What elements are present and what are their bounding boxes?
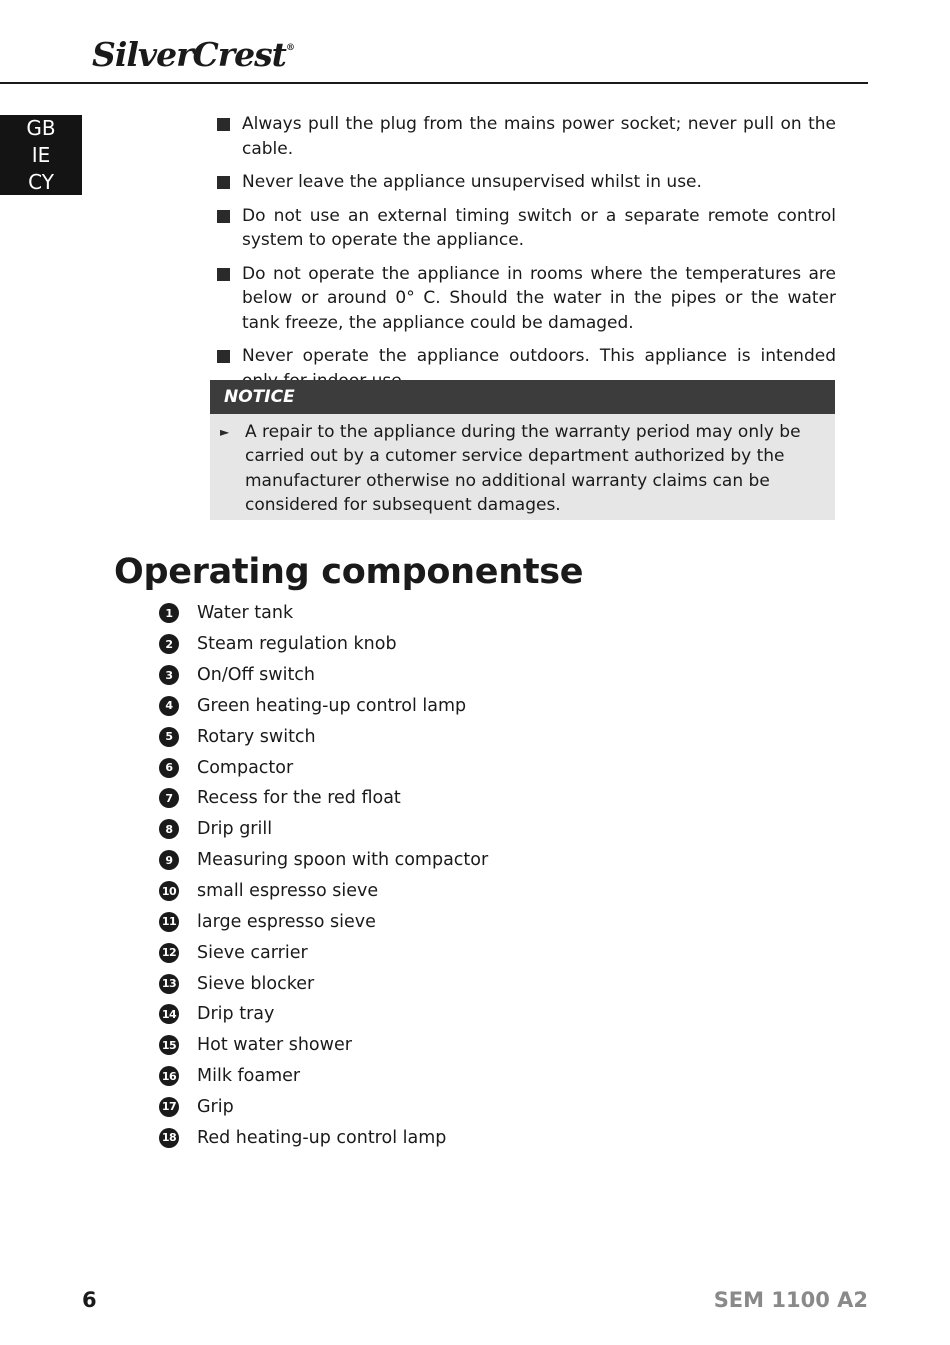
component-label: Recess for the red float: [197, 788, 401, 809]
component-item: [159, 660, 488, 691]
component-item: [159, 629, 488, 660]
component-item: [159, 937, 488, 968]
number-badge-icon: 10: [159, 881, 179, 901]
component-item: [159, 1092, 488, 1123]
component-item: [159, 845, 488, 876]
component-item: [159, 691, 488, 722]
brand-name: SilverCrest: [92, 35, 286, 74]
number-badge-icon: 4: [159, 696, 179, 716]
square-bullet-icon: [217, 268, 230, 281]
notice-box: [210, 380, 835, 520]
component-label: Drip grill: [197, 819, 273, 840]
number-badge-icon: 12: [159, 943, 179, 963]
number-badge-icon: 5: [159, 727, 179, 747]
lang-code: IE: [31, 142, 51, 167]
bullet-text: Always pull the plug from the mains power socket; never pull on the cable.: [242, 114, 836, 159]
component-item: [159, 783, 488, 814]
component-label: small espresso sieve: [197, 881, 379, 902]
component-label: Rotary switch: [197, 726, 316, 747]
component-item: [159, 1061, 488, 1092]
component-label: large espresso sieve: [197, 911, 376, 932]
component-label: Steam regulation knob: [197, 634, 397, 655]
component-label: Measuring spoon with compactor: [197, 850, 489, 871]
component-label: Red heating-up control lamp: [197, 1127, 447, 1148]
component-label: Water tank: [197, 603, 294, 624]
component-item: [159, 1030, 488, 1061]
component-label: Compactor: [197, 757, 294, 778]
number-badge-icon: 7: [159, 788, 179, 808]
safety-bullet: [216, 262, 836, 336]
section-title: Operating componentse: [114, 552, 584, 592]
bullet-text: Do not use an external timing switch or a separate remote control system to operate the appliance.: [242, 205, 836, 250]
number-badge-icon: 1: [159, 603, 179, 623]
safety-bullet: [216, 170, 836, 195]
component-label: Sieve blocker: [197, 973, 315, 994]
square-bullet-icon: [217, 350, 230, 363]
number-badge-icon: 2: [159, 634, 179, 654]
component-item: [159, 721, 488, 752]
component-item: [159, 814, 488, 845]
page-number: 6: [82, 1288, 97, 1312]
brand-logo: [92, 35, 294, 74]
component-label: On/Off switch: [197, 665, 316, 686]
square-bullet-icon: [217, 118, 230, 131]
number-badge-icon: 14: [159, 1004, 179, 1024]
square-bullet-icon: [217, 176, 230, 189]
component-label: Hot water shower: [197, 1035, 352, 1056]
component-label: Milk foamer: [197, 1066, 301, 1087]
registered-mark: ®: [285, 43, 294, 53]
number-badge-icon: 18: [159, 1128, 179, 1148]
header-rule: [0, 82, 868, 84]
component-item: [159, 1122, 488, 1153]
number-badge-icon: 15: [159, 1035, 179, 1055]
component-label: Sieve carrier: [197, 942, 308, 963]
number-badge-icon: 9: [159, 850, 179, 870]
safety-bullet-list: [216, 112, 836, 402]
safety-bullet: [216, 112, 836, 161]
number-badge-icon: 11: [159, 912, 179, 932]
number-badge-icon: 3: [159, 665, 179, 685]
component-item: [159, 752, 488, 783]
lang-code: CY: [28, 169, 54, 194]
notice-text: A repair to the appliance during the warranty period may only be carried out by a cutomer service department authorized by the manufacturer otherwise no additional warranty claims can be considered for subsequent damages.: [245, 422, 801, 515]
component-label: Drip tray: [197, 1004, 275, 1025]
notice-title: NOTICE: [210, 380, 835, 414]
number-badge-icon: 13: [159, 974, 179, 994]
bullet-text: Never operate the appliance outdoors. This appliance is intended: [242, 346, 836, 366]
number-badge-icon: 17: [159, 1097, 179, 1117]
model-number: SEM 1100 A2: [713, 1288, 868, 1312]
bullet-text: Never leave the appliance unsupervised whilst in use.: [242, 172, 702, 192]
component-item: [159, 999, 488, 1030]
number-badge-icon: 8: [159, 819, 179, 839]
component-item: [159, 968, 488, 999]
number-badge-icon: 6: [159, 758, 179, 778]
component-label: Green heating-up control lamp: [197, 695, 467, 716]
number-badge-icon: 16: [159, 1066, 179, 1086]
language-tab: [0, 115, 82, 195]
component-item: [159, 876, 488, 907]
bullet-text: Do not operate the appliance in rooms where the temperatures are below or around 0° C. Should the water in the pipes or the water tank freeze, the appliance could be damaged.: [242, 263, 836, 333]
lang-code: GB: [26, 115, 56, 140]
component-label: Grip: [197, 1096, 234, 1117]
notice-body: [210, 414, 835, 517]
square-bullet-icon: [217, 210, 230, 223]
safety-bullet: [216, 204, 836, 253]
triangle-arrow-icon: ►: [220, 425, 230, 439]
component-item: [159, 906, 488, 937]
component-item: [159, 598, 488, 629]
components-list: [159, 598, 488, 1153]
